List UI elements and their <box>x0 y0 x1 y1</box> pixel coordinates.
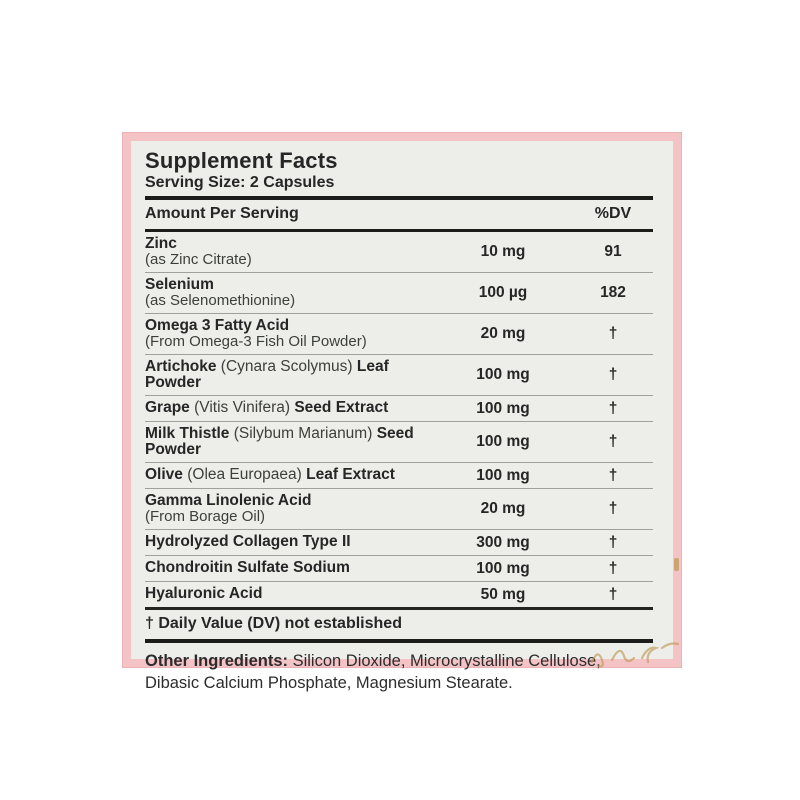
ingredient-source: (From Omega-3 Fish Oil Powder) <box>145 333 367 350</box>
amount-value: 50 mg <box>480 585 526 603</box>
ingredient-name-suffix: Seed Powder <box>145 424 414 458</box>
other-ingredients-text: Silicon Dioxide, Microcrystalline Cellulose, Dibasic Calcium Phosphate, Magnesium Stearate. <box>145 652 601 692</box>
table-header-row <box>145 200 653 232</box>
ingredient-source: (as Zinc Citrate) <box>145 251 252 268</box>
table-row <box>145 582 653 607</box>
dv-value: † <box>608 466 618 484</box>
table-row <box>145 556 653 582</box>
ingredient-name-cell <box>145 560 433 577</box>
ingredient-name-suffix: Leaf Extract <box>306 466 395 484</box>
amount-value: 300 mg <box>476 533 530 551</box>
dv-value: † <box>608 433 618 450</box>
ingredient-name: Milk Thistle <box>145 424 230 442</box>
ingredient-source: (as Selenomethionine) <box>145 292 296 309</box>
table-row <box>145 273 653 314</box>
ingredient-name: Olive <box>145 466 183 484</box>
ingredient-name: Grape <box>145 399 190 417</box>
amount-value: 20 mg <box>480 500 526 517</box>
table-row <box>145 422 653 463</box>
ingredient-name: Omega 3 Fatty Acid <box>145 316 290 334</box>
amount-value: 10 mg <box>480 243 526 260</box>
ingredient-latin-name: (Cynara Scolymus) <box>216 357 357 375</box>
dv-value: † <box>608 559 618 577</box>
dv-value: † <box>608 585 618 603</box>
amount-value: 100 mg <box>476 466 530 484</box>
divider-thick-bottom <box>145 639 653 643</box>
other-ingredients-label: Other Ingredients: <box>145 652 289 670</box>
amount-value: 100 mg <box>476 366 530 383</box>
ingredient-name-suffix: Leaf Powder <box>145 357 389 391</box>
table-row <box>145 232 653 273</box>
amount-value: 100 mg <box>476 399 530 417</box>
ingredient-name-cell <box>145 236 433 269</box>
ingredient-name-cell <box>145 277 433 310</box>
dv-value: † <box>608 500 618 517</box>
amount-per-serving-header: Amount Per Serving <box>145 205 299 222</box>
ingredient-name-cell <box>145 318 433 351</box>
ingredient-name-cell <box>145 467 433 484</box>
ingredient-latin-name: (Olea Europaea) <box>182 466 307 484</box>
ingredient-name: Zinc <box>145 234 177 252</box>
table-row <box>145 396 653 422</box>
other-ingredients <box>145 650 653 694</box>
ingredient-name-cell <box>145 400 433 417</box>
gold-script-decoration <box>590 636 682 670</box>
table-row <box>145 314 653 355</box>
supplement-facts-panel <box>131 141 673 692</box>
dv-value: † <box>608 533 618 551</box>
ingredient-name: Gamma Linolenic Acid <box>145 491 312 509</box>
ingredient-name-cell <box>145 493 433 526</box>
table-row <box>145 489 653 530</box>
ingredient-name-cell <box>145 534 433 551</box>
dv-value: † <box>608 366 618 383</box>
dv-value: † <box>608 325 618 342</box>
ingredient-name-suffix: Seed Extract <box>294 399 389 417</box>
ingredient-rows <box>145 232 653 607</box>
percent-dv-header: %DV <box>594 205 632 222</box>
ingredient-source: (From Borage Oil) <box>145 508 266 525</box>
ingredient-name: Selenium <box>145 275 214 293</box>
dv-footnote: † Daily Value (DV) not established <box>145 607 653 639</box>
dv-value: 182 <box>600 284 626 301</box>
supplement-label <box>122 132 682 692</box>
dv-value: 91 <box>604 243 622 260</box>
ingredient-name-cell <box>145 426 433 459</box>
ingredient-latin-name: (Vitis Vinifera) <box>189 399 295 417</box>
ingredient-name: Hydrolyzed Collagen Type II <box>145 533 351 551</box>
gold-foil-mark <box>674 558 679 571</box>
ingredient-latin-name: (Silybum Marianum) <box>229 424 377 442</box>
ingredient-name: Chondroitin Sulfate Sodium <box>145 559 350 577</box>
table-row <box>145 530 653 556</box>
serving-size: Serving Size: 2 Capsules <box>145 174 335 191</box>
amount-value: 20 mg <box>480 325 526 342</box>
dv-value: † <box>608 399 618 417</box>
ingredient-name-cell <box>145 586 433 603</box>
ingredient-name-cell <box>145 359 433 392</box>
ingredient-name: Artichoke <box>145 357 217 375</box>
ingredient-name: Hyaluronic Acid <box>145 585 263 603</box>
table-row <box>145 463 653 489</box>
amount-value: 100 mg <box>476 559 530 577</box>
amount-value: 100 µg <box>478 284 528 301</box>
supplement-facts-title: Supplement Facts <box>145 148 338 173</box>
amount-value: 100 mg <box>476 433 530 450</box>
table-row <box>145 355 653 396</box>
